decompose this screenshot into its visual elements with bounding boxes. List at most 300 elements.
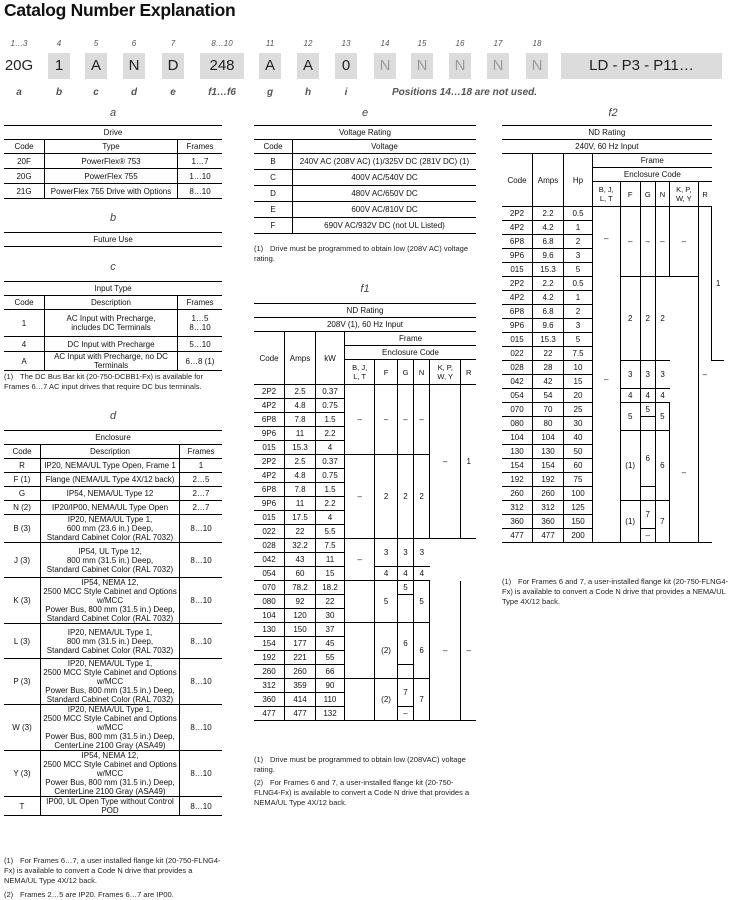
table-cell: 75 [564,473,593,487]
frame-cell [345,623,375,679]
frame-cell [345,581,375,623]
frame-cell: 7 [640,501,655,529]
frame-cell: 4 [397,567,413,581]
table-row [4,154,222,169]
table-cell: 8…10 [180,659,223,705]
table-cell: P (3) [4,659,41,705]
table-cell: 260 [285,665,316,679]
table-cell: 22 [285,525,316,539]
section-a-label: a [109,107,117,119]
enclosure-col: B, J, L, T [345,360,375,385]
table-cell: 2…5 [180,473,223,487]
table-cell: 1.5 [316,483,345,497]
position-number: 18 [532,39,542,48]
example-code-segment: N [487,53,509,79]
table-cell: 15.3 [533,263,564,277]
frame-header: Frame [345,332,477,346]
table-cell: 20G [4,169,45,184]
frame-cell: 2 [640,277,655,361]
table-row [4,659,222,705]
frame-cell: – [345,385,375,455]
table-cell: 4.8 [285,469,316,483]
section-f2-label: f2 [608,107,618,119]
table-cell: 477 [285,707,316,721]
col-code: Code [254,332,285,385]
position-letter: b [55,87,63,98]
table-cell: AC Input with Precharge, includes DC Terminals [45,310,178,337]
table-cell: AC Input with Precharge, no DC Terminals [45,352,178,371]
table-cell: 60 [564,459,593,473]
table-cell: 20 [564,389,593,403]
table-cell: 8…10 [178,184,223,199]
table-cell: 360 [254,693,285,707]
enclosure-footnote-1: (1) For Frames 6…7, a user installed flange kit (20-750-FLNG4-Fx) is available to convert a Code N drive that provides a NEMA/UL Type 4X/12 back. [4,856,221,885]
frame-cell: 5 [620,403,640,431]
table-cell: IP20, NEMA/UL Type Open, Frame 1 [41,459,180,473]
position-number: 15 [417,39,427,48]
position-number: 8…10 [211,39,233,48]
col-code: Code [4,296,45,310]
frame-cell: – [670,403,698,543]
frame-cell: 2 [414,455,430,539]
table-cell: J (3) [4,543,41,578]
table-row [4,543,222,578]
table-row [4,459,222,473]
table-cell: 8…10 [180,705,223,751]
table-cell: Flange (NEMA/UL Type 4X/12 back) [41,473,180,487]
table-cell: 66 [316,665,345,679]
f1-footnote-2: (2) For Frames 6 and 7, a user-installed flange kit (20-750-FLNG4-Fx) is available to convert a Code N drive that provides a NEMA/UL Type 4X/12 back. [254,778,470,807]
table-cell: F (1) [4,473,41,487]
table-cell: 2…7 [180,501,223,515]
f1-rating-table [254,303,476,721]
position-number: 11 [265,39,275,48]
table-row [4,705,222,751]
table-cell: 10 [564,361,593,375]
frame-cell [345,679,375,721]
table-cell: E [254,202,293,218]
table-cell: 360 [533,515,564,529]
enclosure-col: K, P, W, Y [430,360,461,385]
table-cell: 22 [533,347,564,361]
frame-cell: (2) [375,623,397,679]
table-cell: 015 [254,511,285,525]
frame-cell [397,665,413,679]
frame-cell: 1 [461,385,476,539]
col-voltage: Voltage [293,140,477,154]
table-cell: 4.8 [285,399,316,413]
frame-cell: – [345,455,375,539]
page-title: Catalog Number Explanation [4,0,236,20]
frame-cell: – [640,529,655,543]
table-cell: 477 [502,529,533,543]
table-cell: 8…10 [180,578,223,624]
table-cell: 15 [564,375,593,389]
table-cell: K (3) [4,578,41,624]
table-cell: 028 [502,361,533,375]
table-row [254,186,476,202]
table-row [254,218,476,234]
table-cell: 9P6 [502,249,533,263]
voltage-table [254,125,476,234]
f2-rating-table [502,125,724,543]
table-cell: 1…10 [178,169,223,184]
table-cell: D [254,186,293,202]
table-cell: 2P2 [254,385,285,399]
enclosure-col: K, P, W, Y [670,182,698,207]
table-cell: 0.75 [316,399,345,413]
table-row [254,170,476,186]
col-code: Code [502,154,533,207]
table-cell: 0.5 [564,277,593,291]
table-cell: 45 [316,637,345,651]
position-letter: e [170,87,176,98]
example-code-segment: A [259,53,281,79]
frame-cell: 4 [375,567,397,581]
table-cell: 104 [533,431,564,445]
table-row [4,473,222,487]
position-number: 7 [170,39,176,48]
table-cell: 015 [502,333,533,347]
table-cell: 18.2 [316,581,345,595]
table-cell: 2.5 [285,385,316,399]
position-letter: h [304,87,312,98]
position-number: 14 [380,39,390,48]
table-row [4,751,222,797]
section-e-label: e [361,107,369,119]
table-cell: 78.2 [285,581,316,595]
table-cell: 104 [502,431,533,445]
table-cell: 17.5 [285,511,316,525]
table-cell: 221 [285,651,316,665]
table-cell: 015 [502,263,533,277]
enclosure-code-header: Enclosure Code [593,168,712,182]
table-cell: 37 [316,623,345,637]
table-cell: 4P2 [502,291,533,305]
col-power: kW [316,332,345,385]
table-cell: 042 [502,375,533,389]
table-cell: 80 [533,417,564,431]
table-cell: PowerFlex 755 [45,169,178,184]
table-cell: 2P2 [502,207,533,221]
position-letter: c [93,87,99,98]
example-code-segment: A [297,53,319,79]
table-cell: IP20, NEMA/UL Type 1, 2500 MCC Style Cabinet and Options w/MCC Power Bus, 800 mm (31.5 in.) Deep, CenterLine 2100 Gray (ASA49) [41,705,180,751]
frame-cell: 5 [397,581,413,595]
enclosure-col: R [698,182,712,207]
table-cell: 312 [254,679,285,693]
col-code: Code [4,445,41,459]
table-cell: 054 [502,389,533,403]
frame-cell: 7 [397,679,413,707]
table-cell: 7.8 [285,483,316,497]
table-cell: L (3) [4,624,41,659]
table-cell: 22 [316,595,345,609]
table-row [4,352,222,371]
frame-cell: – [430,581,461,721]
table-cell: IP54, UL Type 12, 800 mm (31.5 in.) Deep, Standard Cabinet Color (RAL 7032) [41,543,180,578]
table-cell: 1.5 [316,413,345,427]
future-use-caption: Future Use [4,233,222,247]
table-cell: IP20, NEMA/UL Type 1, 600 mm (23.6 in.) Deep, Standard Cabinet Color (RAL 7032) [41,515,180,543]
col-amps: Amps [533,154,564,207]
frame-cell: 2 [397,455,413,539]
frame-cell: – [640,207,655,277]
frame-cell: 3 [640,361,655,389]
frame-cell: 6 [397,623,413,665]
position-number: 5 [93,39,99,48]
table-cell: 8…10 [180,751,223,797]
table-row [4,515,222,543]
table-cell: 130 [533,445,564,459]
table-cell: 9P6 [254,427,285,441]
table-cell: 11 [285,427,316,441]
enclosure-col: G [397,360,413,385]
table-cell: 477 [533,529,564,543]
table-cell: 4 [316,441,345,455]
table-cell: 6P8 [502,235,533,249]
table-cell: 60 [285,567,316,581]
enclosure-footnote-2: (2) Frames 2…5 are IP20. Frames 6…7 are IP00. [4,890,174,899]
example-code-segment: N [123,53,145,79]
f2-footnote: (1) For Frames 6 and 7, a user-installed flange kit (20-750-FLNG4-Fx) is available to convert a Code N drive that provides a NEMA/UL Type 4X/12 back. [502,577,729,606]
table-cell: 1…5 8…10 [178,310,223,337]
table-cell: 8…10 [180,624,223,659]
table-cell: 5.5 [316,525,345,539]
frame-cell: – [698,207,712,543]
table-cell: 0.75 [316,469,345,483]
table-cell: 0.37 [316,455,345,469]
frame-cell: 2 [375,455,397,539]
table-cell: IP00, UL Open Type without Control POD [41,797,180,816]
table-cell: 4.2 [533,291,564,305]
table-cell: 20F [4,154,45,169]
example-code-segment: N [374,53,396,79]
table-cell: IP20, NEMA/UL Type 1, 2500 MCC Style Cabinet and Options w/MCC Power Bus, 800 mm (31.5 in.) Deep, Standard Cabinet Color (RAL 7032) [41,659,180,705]
table-cell: 022 [254,525,285,539]
table-cell: C [254,170,293,186]
example-code-segment: N [411,53,433,79]
table-cell: 070 [254,581,285,595]
table-cell: 6P8 [254,483,285,497]
example-code-segment: 20G [4,57,34,74]
table-cell: 32.2 [285,539,316,553]
table-cell: 0.5 [564,207,593,221]
position-number: 6 [131,39,137,48]
table-cell: 43 [285,553,316,567]
position-letter: a [16,87,22,98]
frame-cell: 2 [655,277,669,361]
table-cell: 4P2 [502,221,533,235]
position-number: 13 [341,39,351,48]
table-cell: 9P6 [502,319,533,333]
table-cell: 92 [285,595,316,609]
frame-cell [397,595,413,623]
future-use-table [4,232,222,247]
table-cell: 154 [502,459,533,473]
table-cell: 359 [285,679,316,693]
col-amps: Amps [285,332,316,385]
table-cell: 2P2 [502,277,533,291]
table-cell: IP20/IP00, NEMA/UL Type Open [41,501,180,515]
table-cell: 110 [316,693,345,707]
table-cell: 100 [564,487,593,501]
table-row [4,337,222,352]
table-cell: 6.8 [533,235,564,249]
table-cell: 9.6 [533,249,564,263]
frame-cell: 5 [414,581,430,623]
table-cell: 4P2 [254,469,285,483]
table-cell: 42 [533,375,564,389]
table-row [502,207,724,221]
enclosure-col: F [620,182,640,207]
table-cell: 477 [254,707,285,721]
section-b-label: b [109,212,117,224]
table-cell: 080 [254,595,285,609]
table-cell: 130 [502,445,533,459]
table-cell: 125 [564,501,593,515]
frame-cell [640,487,655,501]
example-code-segment: N [449,53,471,79]
frame-cell: – [397,707,413,721]
table-cell: 25 [564,403,593,417]
table-cell: 21G [4,184,45,199]
frame-cell: – – [593,207,621,543]
frame-cell: (1) [620,431,640,501]
section-c-label: c [110,261,116,273]
table-cell: 11 [285,497,316,511]
table-cell: 6.8 [533,305,564,319]
frame-cell: – [397,385,413,455]
table-cell: 3 [564,249,593,263]
table-cell: 240V AC (208V AC) (1)/325V DC (281V DC) (1) [293,154,477,170]
table-cell: 2.5 [285,455,316,469]
table-row [254,539,476,553]
table-cell: 4 [4,337,45,352]
table-cell: 154 [254,637,285,651]
table-cell: 50 [564,445,593,459]
table-cell: 15.3 [285,441,316,455]
frame-header: Frame [593,154,712,168]
table-cell: 042 [254,553,285,567]
table-cell: B [254,154,293,170]
table-cell: 015 [254,441,285,455]
frame-cell: 5 [655,403,669,431]
table-row [4,501,222,515]
table-cell: 022 [502,347,533,361]
enclosure-col: R [461,360,476,385]
frame-cell: 6 [640,431,655,487]
table-cell: PowerFlex® 753 [45,154,178,169]
table-cell: 192 [502,473,533,487]
table-cell: 6P8 [254,413,285,427]
table-cell: B (3) [4,515,41,543]
table-row [254,154,476,170]
table-cell: 4.2 [533,221,564,235]
col-type: Type [45,140,178,154]
table-cell: 0.37 [316,385,345,399]
col-frames: Frames [178,140,223,154]
voltage-caption: Voltage Rating [254,126,476,140]
table-cell: 192 [533,473,564,487]
frame-cell: 4 [414,567,430,581]
example-code-segment: A [85,53,107,79]
position-letter: i [344,87,348,98]
frame-cell: 5 [375,581,397,623]
table-cell: Y (3) [4,751,41,797]
enclosure-col: N [414,360,430,385]
col-code: Code [254,140,293,154]
table-cell: 5 [564,333,593,347]
frame-cell: 3 [620,361,640,389]
table-cell: 120 [285,609,316,623]
enclosure-code-header: Enclosure Code [345,346,477,360]
frame-cell: 3 [375,539,397,567]
table-cell: 104 [254,609,285,623]
table-row [254,202,476,218]
table-cell: 90 [316,679,345,693]
table-cell: 2.2 [316,427,345,441]
f1-footnote-1: (1) Drive must be programmed to obtain low (208VAC) voltage rating. [254,755,466,774]
frame-cell: 3 [397,539,413,567]
table-row [4,487,222,501]
table-cell: 2.2 [316,497,345,511]
drive-table [4,125,222,199]
frame-cell: – [345,539,375,581]
table-cell: 5…10 [178,337,223,352]
table-cell: 5 [564,263,593,277]
table-cell: 11 [316,553,345,567]
table-cell: W (3) [4,705,41,751]
rating-caption: ND Rating [502,126,712,140]
example-code-segment: 1 [48,53,70,79]
position-letter: d [130,87,138,98]
frame-cell: 6 [655,431,669,501]
drive-caption: Drive [4,126,222,140]
table-cell: IP54, NEMA 12, 2500 MCC Style Cabinet and Options w/MCC Power Bus, 800 mm (31.5 in.) Deep, CenterLine 2100 Gray (ASA49) [41,751,180,797]
table-cell: 8…10 [180,515,223,543]
table-cell: 8…10 [180,797,223,816]
table-cell: 55 [316,651,345,665]
table-row [4,797,222,816]
table-cell: 130 [254,623,285,637]
position-number: 4 [56,39,62,48]
table-cell: 7.5 [564,347,593,361]
table-cell: 4 [316,511,345,525]
table-cell: 028 [254,539,285,553]
table-cell: 15 [316,567,345,581]
frame-cell: – [461,581,476,721]
table-cell: 4P2 [254,399,285,413]
position-number: 17 [493,39,503,48]
table-cell: 7.5 [316,539,345,553]
input-type-footnote: (1) The DC Bus Bar kit (20-750-DCBB1-Fx) is available for Frames 6…7 AC input drives that require DC bus terminals. [4,372,203,391]
table-row [254,581,476,595]
section-d-label: d [109,410,117,422]
table-cell: 360 [502,515,533,529]
table-cell: 080 [502,417,533,431]
table-cell: 1…7 [178,154,223,169]
unused-positions-note: Positions 14…18 are not used. [392,87,538,98]
frame-cell: 4 [655,389,669,403]
table-cell: 1 [4,310,45,337]
frame-cell: 4 [640,389,655,403]
position-number: 12 [303,39,313,48]
example-code-segment: D [162,53,184,79]
table-cell: IP20, NEMA/UL Type 1, 800 mm (31.5 in.) Deep, Standard Cabinet Color (RAL 7032) [41,624,180,659]
frame-cell: 3 [414,539,430,567]
table-cell: 150 [564,515,593,529]
